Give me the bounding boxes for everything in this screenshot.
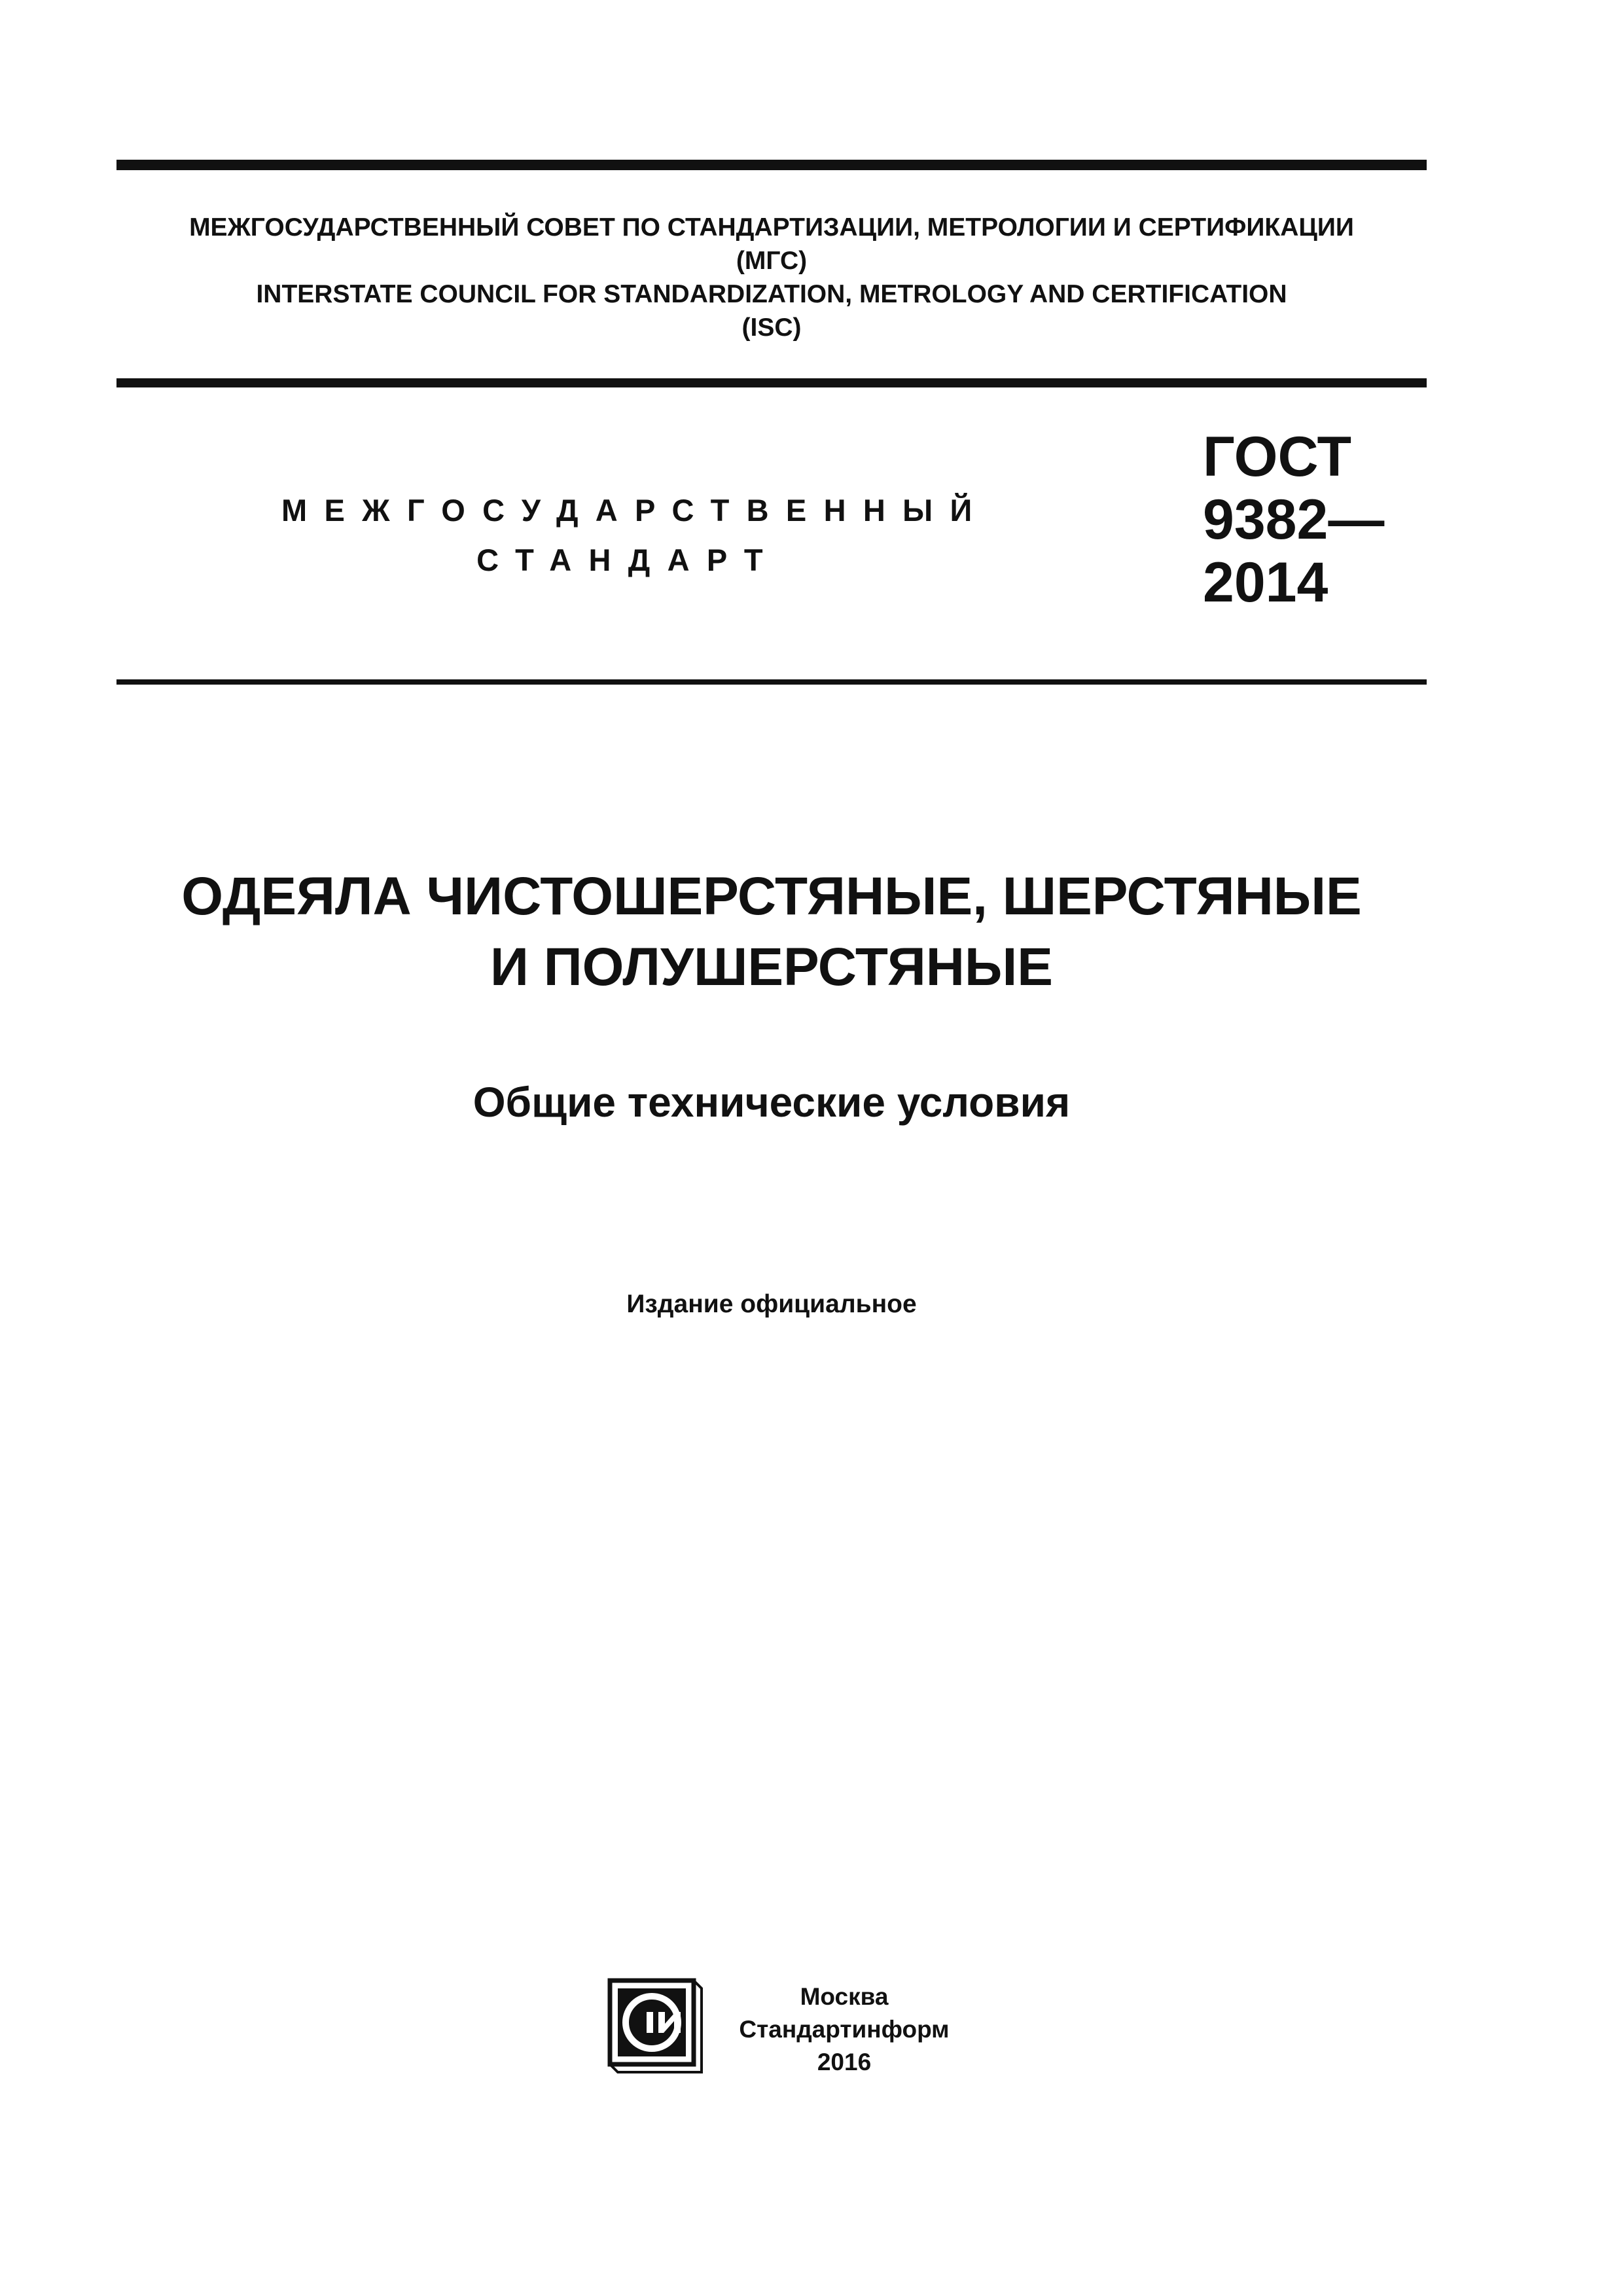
document-title bbox=[116, 861, 1427, 1003]
council-abbr-ru: (МГС) bbox=[736, 247, 808, 275]
top-rule bbox=[116, 160, 1427, 170]
middle-rule bbox=[116, 378, 1427, 387]
council-name-en: INTERSTATE COUNCIL FOR STANDARDIZATION, METROLOGY AND CERTIFICATION bbox=[256, 280, 1287, 308]
standard-type-line2: СТАНДАРТ bbox=[476, 543, 780, 577]
standartinform-logo-icon bbox=[606, 1977, 704, 2075]
designation-number: 9382— bbox=[1203, 488, 1385, 551]
designation-prefix: ГОСТ bbox=[1203, 425, 1352, 488]
council-name-ru: МЕЖГОСУДАРСТВЕННЫЙ СОВЕТ ПО СТАНДАРТИЗАЦИИ, МЕТРОЛОГИИ И СЕРТИФИКАЦИИ bbox=[189, 213, 1354, 242]
publisher-city: Москва bbox=[800, 1983, 889, 2010]
publisher-name: Стандартинформ bbox=[739, 2016, 950, 2043]
publisher-block bbox=[713, 1981, 975, 2079]
publisher-year: 2016 bbox=[817, 2049, 872, 2075]
standard-type bbox=[281, 486, 990, 585]
lower-rule bbox=[116, 679, 1427, 685]
document-title-line1: ОДЕЯЛА ЧИСТОШЕРСТЯНЫЕ, ШЕРСТЯНЫЕ bbox=[181, 867, 1362, 926]
designation-year: 2014 bbox=[1203, 551, 1329, 614]
standard-designation bbox=[1203, 425, 1384, 614]
document-title-line2: И ПОЛУШЕРСТЯНЫЕ bbox=[490, 937, 1053, 997]
document-subtitle: Общие технические условия bbox=[473, 1079, 1071, 1126]
edition-note: Издание официальное bbox=[626, 1290, 917, 1318]
council-header bbox=[116, 211, 1427, 344]
standard-type-line1: МЕЖГОСУДАРСТВЕННЫЙ bbox=[281, 493, 990, 528]
council-abbr-en: (ISC) bbox=[741, 314, 802, 342]
